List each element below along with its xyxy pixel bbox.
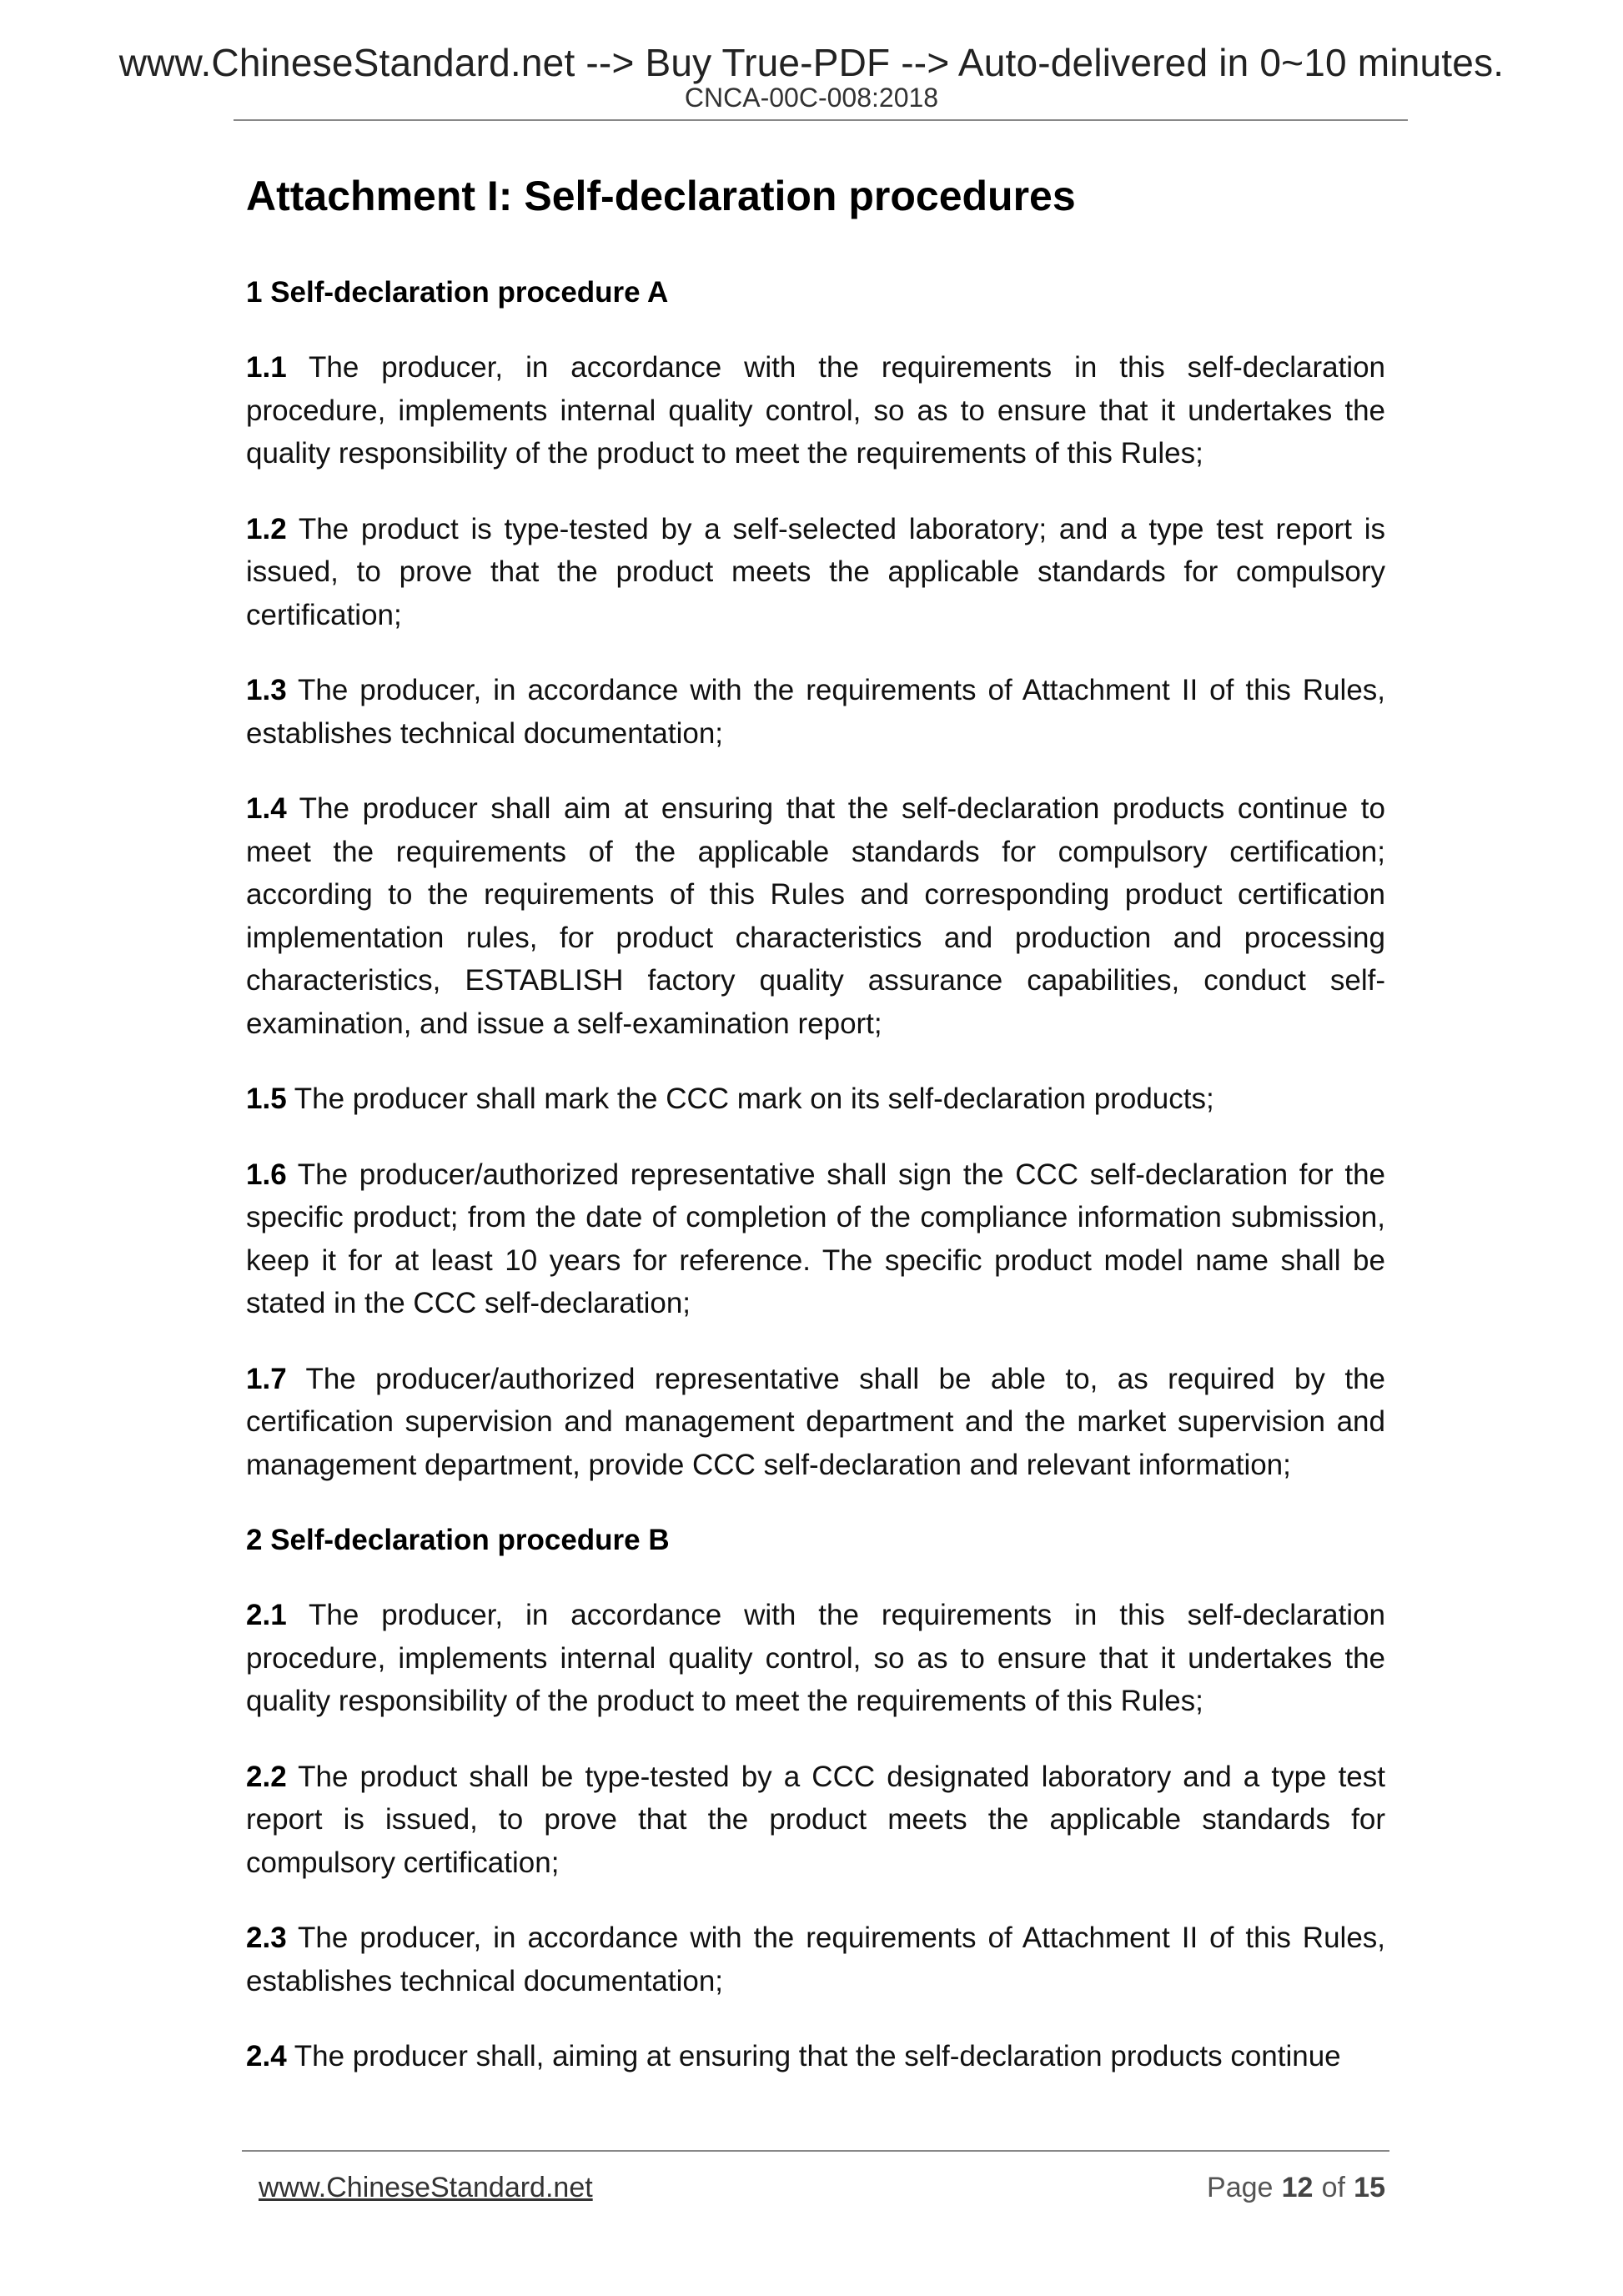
page-content bbox=[246, 171, 1385, 2111]
clause-text: The producer, in accordance with the requirements in this self-declaration procedure, implements internal quality control, so as to ensure that it undertakes the quality responsibility of the product to meet the requirements of this Rules; bbox=[246, 1599, 1386, 1717]
clause-1-6 bbox=[246, 1153, 1385, 1325]
clause-1-1 bbox=[246, 346, 1385, 475]
clause-2-4 bbox=[246, 2035, 1385, 2078]
clause-text: The producer/authorized representative shall be able to, as required by the certification supervision and management department and the market supervision and management department, provide CCC self-declaration and relevant information; bbox=[246, 1362, 1386, 1481]
clause-number: 1.4 bbox=[246, 792, 287, 825]
clause-1-5 bbox=[246, 1078, 1385, 1121]
clause-text: The producer shall aim at ensuring that the self-declaration products continue to meet the requirements of the applicable standards for compulsory certification; according to the requirements of this Rules and corresponding product certification implementation rules, for product characteristics and production and processing characteristics, ESTABLISH factory quality assurance capabilities, conduct self-examination, and issue a self-examination report; bbox=[246, 792, 1385, 1040]
clause-1-4 bbox=[246, 787, 1385, 1045]
clause-number: 1.7 bbox=[246, 1362, 287, 1395]
page-label: Page bbox=[1207, 2172, 1274, 2203]
clause-1-2 bbox=[246, 508, 1385, 637]
standard-code: CNCA-00C-008:2018 bbox=[684, 83, 939, 113]
page-indicator bbox=[1207, 2173, 1385, 2202]
clause-text: The producer shall, aiming at ensuring that the self-declaration products continue bbox=[294, 2040, 1341, 2072]
clause-text: The product is type-tested by a self-selected laboratory; and a type test report is issued, to prove that the product meets the applicable standards for compulsory certification; bbox=[246, 512, 1386, 631]
clause-number: 2.1 bbox=[246, 1599, 287, 1631]
clause-number: 1.5 bbox=[246, 1083, 287, 1115]
clause-text: The product shall be type-tested by a CCC designated laboratory and a type test report is issued, to prove that the product meets the applicable standards for compulsory certification; bbox=[246, 1760, 1385, 1879]
header-divider bbox=[234, 119, 1408, 121]
footer-divider bbox=[242, 2150, 1389, 2152]
clause-text: The producer, in accordance with the requirements in this self-declaration procedure, implements internal quality control, so as to ensure that it undertakes the quality responsibility of the product to meet the requirements of this Rules; bbox=[246, 351, 1386, 470]
section-heading-procedure-b: 2 Self-declaration procedure B bbox=[246, 1524, 670, 1556]
site-banner: www.ChineseStandard.net --> Buy True-PDF --> Auto-delivered in 0~10 minutes. bbox=[118, 41, 1505, 84]
page-total: 15 bbox=[1354, 2172, 1385, 2203]
page-title: Attachment I: Self-declaration procedures bbox=[246, 173, 1076, 219]
clause-text: The producer shall mark the CCC mark on its self-declaration products; bbox=[294, 1083, 1214, 1115]
clause-1-3 bbox=[246, 669, 1385, 755]
clause-number: 1.1 bbox=[246, 351, 287, 384]
clause-text: The producer, in accordance with the requirements of Attachment II of this Rules, establishes technical documentation; bbox=[246, 1922, 1386, 1997]
clause-number: 1.6 bbox=[246, 1158, 287, 1191]
clause-2-3 bbox=[246, 1917, 1385, 2002]
clause-number: 2.2 bbox=[246, 1760, 287, 1793]
page-current: 12 bbox=[1281, 2172, 1314, 2203]
clause-text: The producer/authorized representative shall sign the CCC self-declaration for the specific product; from the date of completion of the compliance information submission, keep it for at least 10 years for reference. The specific product model name shall be stated in the CCC self-declaration; bbox=[246, 1158, 1385, 1319]
clause-number: 1.3 bbox=[246, 674, 287, 706]
clause-text: The producer, in accordance with the requirements of Attachment II of this Rules, establishes technical documentation; bbox=[246, 674, 1386, 750]
section-heading-procedure-a: 1 Self-declaration procedure A bbox=[246, 276, 669, 309]
clause-number: 2.3 bbox=[246, 1922, 287, 1954]
page-of-label: of bbox=[1321, 2172, 1345, 2203]
clause-number: 2.4 bbox=[246, 2040, 287, 2072]
clause-1-7 bbox=[246, 1358, 1385, 1487]
footer-site-link[interactable]: www.ChineseStandard.net bbox=[259, 2172, 593, 2203]
clause-2-2 bbox=[246, 1756, 1385, 1885]
clause-number: 1.2 bbox=[246, 512, 287, 545]
clause-2-1 bbox=[246, 1594, 1385, 1723]
